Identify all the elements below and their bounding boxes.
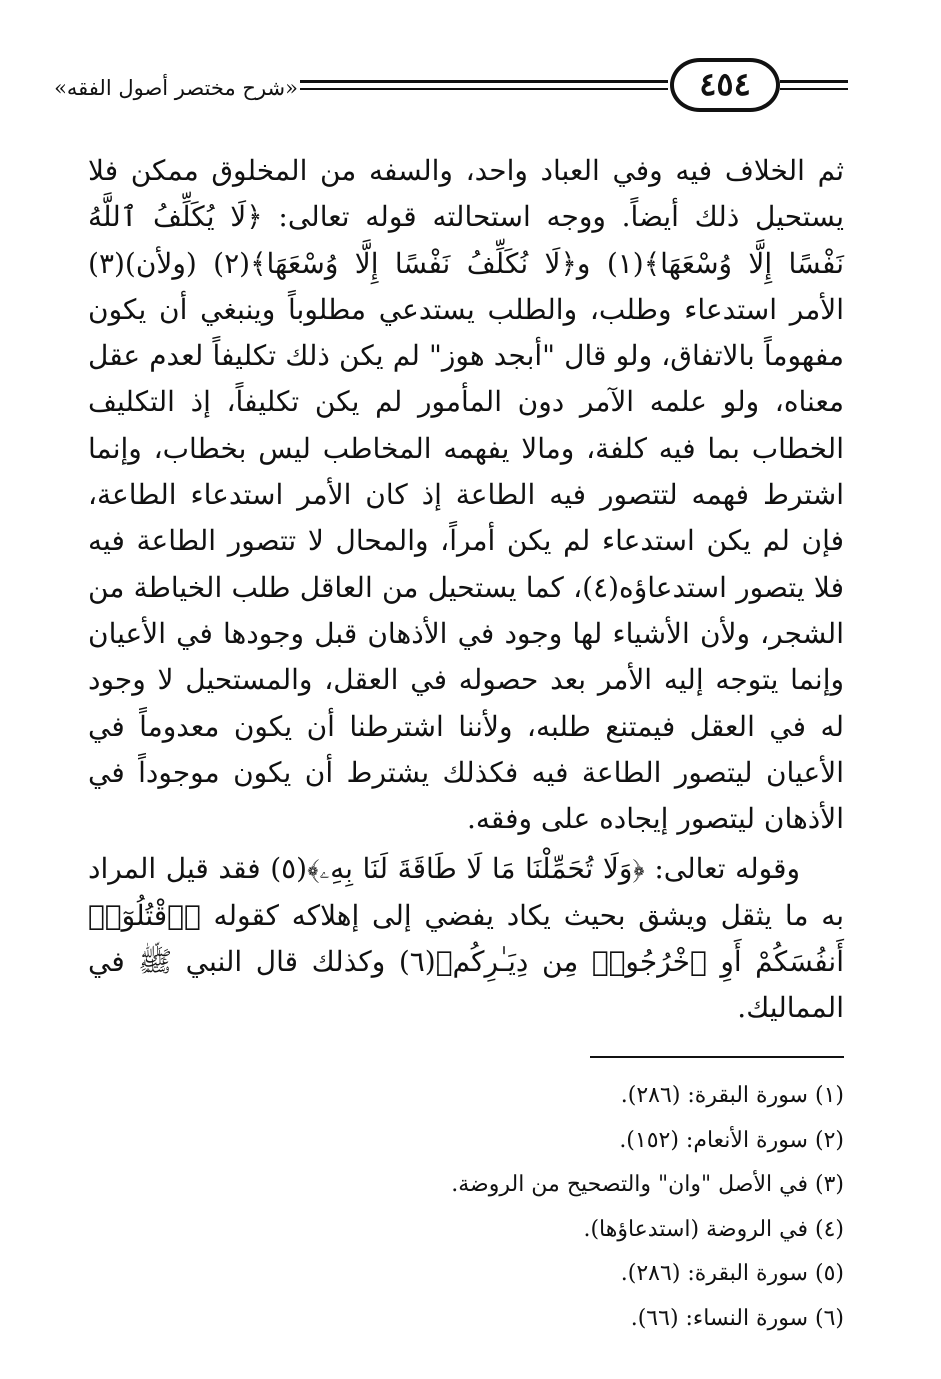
page-header bbox=[54, 58, 846, 118]
header-rule-right bbox=[780, 80, 848, 83]
footnote: (٥) سورة البقرة: (٢٨٦). bbox=[620, 1261, 844, 1286]
footnote: (٦) سورة النساء: (٦٦). bbox=[630, 1305, 844, 1331]
header-rule-right-thin bbox=[780, 88, 848, 90]
running-title: «شرح مختصر أصول الفقه» bbox=[54, 76, 298, 100]
header-rule-left-thin bbox=[300, 88, 668, 90]
footnote: (١) سورة البقرة: (٢٨٦). bbox=[620, 1083, 844, 1108]
main-text bbox=[88, 148, 844, 1032]
header-rule-left bbox=[300, 80, 668, 83]
footnote: (٤) في الروضة (استدعاؤها). bbox=[583, 1216, 844, 1242]
footnote: (٣) في الأصل "وان" والتصحيح من الروضة. bbox=[451, 1172, 844, 1197]
paragraph: ثم الخلاف فيه وفي العباد واحد، والسفه من المخلوق ممكن فلا يستحيل ذلك أيضاً. ووجه استحالته قوله تعالى: ﴿لَا يُكَلِّفُ ٱللَّهُ نَفْسًا إِلَّا وُسْعَهَا﴾(١) و﴿لَا نُكَلِّفُ نَفْسًا إِلَّا وُسْعَهَا﴾(٢) (ولأن)(٣) الأمر استدعاء وطلب، والطلب يستدعي مطلوباً وينبغي أن يكون مفهوماً بالاتفاق، ولو قال "أبجد هوز" لم يكن ذلك تكليفاً لعدم عقل معناه، ولو علمه الآمر دون المأمور لم يكن تكليفاً، إذ التكليف الخطاب بما فيه كلفة، ومالا يفهمه المخاطب ليس بخطاب، وإنما اشترط فهمه لتتصور فيه الطاعة إذ كان الأمر استدعاء الطاعة، فإن لم يكن استدعاء لم يكن أمراً، والمحال لا تتصور الطاعة فيه فلا يتصور استدعاؤه(٤)، كما يستحيل من العاقل طلب الخياطة من الشجر، ولأن الأشياء لها وجود في الأذهان قبل وجودها في الأعيان وإنما يتوجه إليه الأمر بعد حصوله في العقل، والمستحيل لا وجود له في العقل فيمتنع طلبه، ولأننا اشترطنا أن يكون معدوماً في الأعيان ليتصور الطاعة فيه فكذلك يشترط أن يكون موجوداً في الأذهان ليتصور إيجاده على وفقه. bbox=[88, 154, 844, 836]
footnotes bbox=[88, 1074, 844, 1341]
footnote: (٢) سورة الأنعام: (١٥٢). bbox=[619, 1127, 844, 1153]
paragraph: وقوله تعالى: ﴿وَلَا تُحَمِّلْنَا مَا لَا طَاقَةَ لَنَا بِهِۦ﴾(٥) فقد قيل المراد به ما يثقل ويشق بحيث يكاد يفضي إلى إهلاكه كقوله ﴿ٱقْتُلُوٓا۟ أَنفُسَكُمْ أَوِ ٱخْرُجُوا۟ مِن دِيَـٰرِكُم﴾(٦) وكذلك قال النبي ﷺ في المماليك. bbox=[88, 852, 844, 1025]
footnote-separator bbox=[590, 1056, 844, 1058]
page-number: ٤٥٤ bbox=[670, 58, 780, 112]
